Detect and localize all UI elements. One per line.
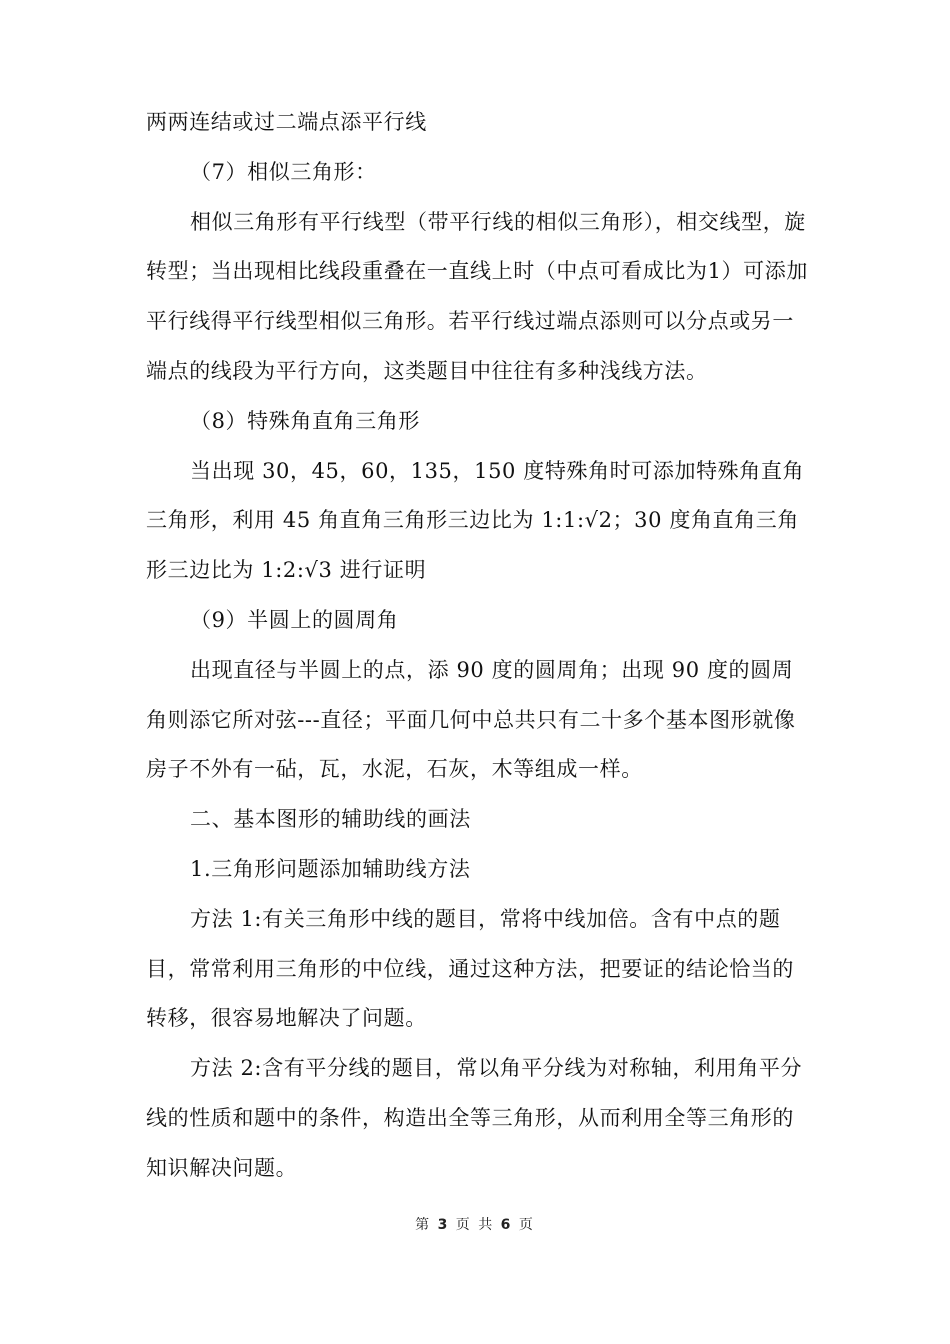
paragraph-similar-triangles: 相似三角形有平行线型（带平行线的相似三角形），相交线型，旋转型；当出现相比线段重叠在一直线上时（中点可看成比为1）可添加平行线得平行线型相似三角形。若平行线过端点添则可以分点或另一端点的线段为平行方向，这类题目中往往有多种浅线方法。: [146, 209, 808, 383]
paragraph-method-1: 方法 1:有关三角形中线的题目，常将中线加倍。含有中点的题目，常常利用三角形的中位线，通过这种方法，把要证的结论恰当的转移，很容易地解决了问题。: [146, 906, 794, 1031]
footer-current-page: 3: [437, 1217, 450, 1233]
footer-suffix: 页: [518, 1217, 535, 1233]
body-text: [146, 98, 810, 1194]
section-heading-auxiliary-lines: 二、基本图形的辅助线的画法: [190, 807, 471, 832]
paragraph-special-right-triangles: 当出现 30，45，60，135，150 度特殊角时可添加特殊角直角三角形，利用 45 角直角三角形三边比为 1:1:√2；30 度角直角三角形三边比为 1:2:√3 进行证明: [146, 458, 805, 583]
paragraph-method-2: 方法 2:含有平分线的题目，常以角平分线为对称轴，利用角平分线的性质和题中的条件，构造出全等三角形，从而利用全等三角形的知识解决问题。: [146, 1056, 803, 1180]
heading-special-right-triangles: （8）特殊角直角三角形: [190, 408, 420, 433]
heading-similar-triangles: （7）相似三角形：: [190, 159, 377, 184]
footer-middle: 页 共: [455, 1217, 495, 1233]
subheading-triangle-methods: 1.三角形问题添加辅助线方法: [190, 856, 471, 881]
paragraph-continuation: 两两连结或过二端点添平行线: [146, 110, 427, 134]
paragraph-inscribed-angle: 出现直径与半圆上的点，添 90 度的圆周角；出现 90 度的圆周角则添它所对弦---直径；平面几何中总共只有二十多个基本图形就像房子不外有一砧，瓦，水泥，石灰，木等组成一样。: [146, 657, 796, 782]
heading-inscribed-angle: （9）半圆上的圆周角: [190, 607, 399, 632]
page-footer: [0, 1214, 950, 1234]
footer-total-pages: 6: [500, 1217, 513, 1233]
footer-prefix: 第: [415, 1217, 432, 1233]
